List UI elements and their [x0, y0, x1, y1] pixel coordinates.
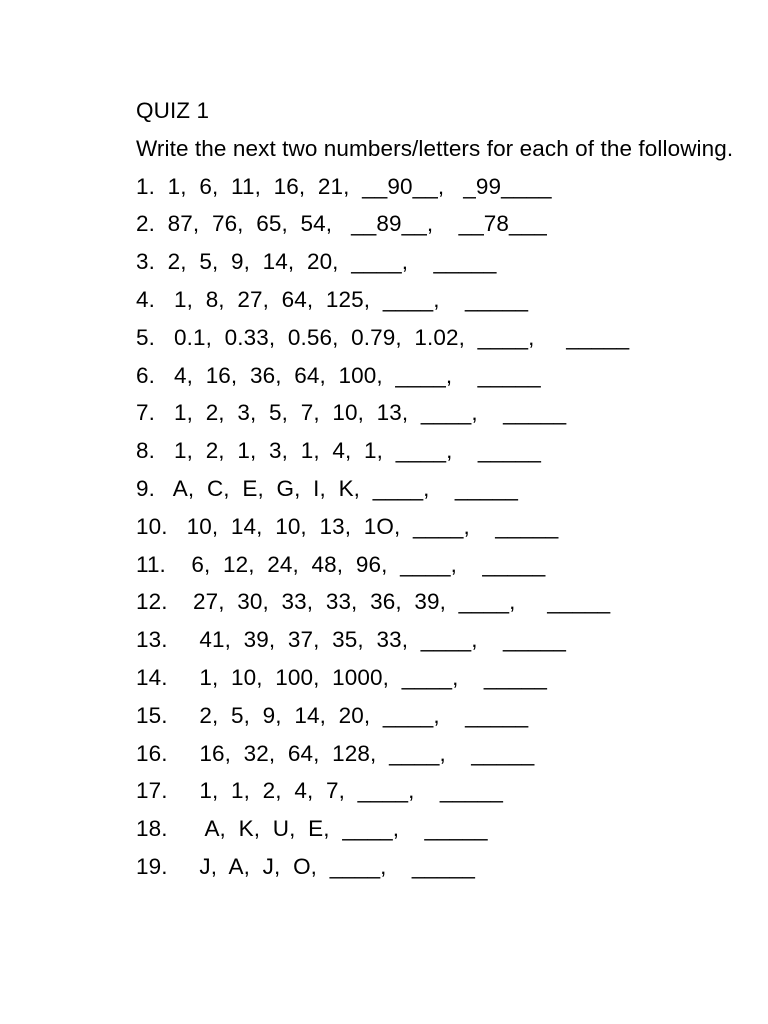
question-number: 1.: [136, 173, 155, 199]
question-sequence: A, C, E, G, I, K, ____, _____: [172, 475, 519, 501]
question-sequence: 6, 12, 24, 48, 96, ____, _____: [191, 551, 546, 577]
question-number: 5.: [136, 324, 155, 350]
question-number: 11.: [136, 551, 166, 577]
question-sequence: 2, 5, 9, 14, 20, ____, _____: [167, 249, 497, 275]
question-row: [136, 659, 736, 697]
question-list: [136, 168, 736, 886]
question-row: [136, 281, 736, 319]
question-number: 8.: [136, 438, 155, 464]
question-sequence: J, A, J, O, ____, _____: [199, 853, 476, 879]
question-row: [136, 432, 736, 470]
question-sequence: 1, 6, 11, 16, 21, __90__, _99____: [167, 173, 552, 199]
question-sequence: 1, 8, 27, 64, 125, ____, _____: [174, 286, 529, 312]
quiz-title: QUIZ 1: [136, 98, 210, 123]
question-number: 17.: [136, 778, 168, 804]
question-sequence: 4, 16, 36, 64, 100, ____, _____: [174, 362, 541, 388]
question-row: [136, 394, 736, 432]
question-number: 2.: [136, 211, 155, 237]
question-row: [136, 772, 736, 810]
question-number: 12.: [136, 589, 168, 615]
question-sequence: 41, 39, 37, 35, 33, ____, _____: [199, 627, 567, 653]
question-sequence: 0.1, 0.33, 0.56, 0.79, 1.02, ____, _____: [174, 324, 630, 350]
question-number: 15.: [136, 702, 168, 728]
question-number: 4.: [136, 286, 155, 312]
question-number: 14.: [136, 664, 168, 690]
question-row: [136, 357, 736, 395]
question-row: [136, 848, 736, 886]
question-sequence: A, K, U, E, ____, _____: [204, 816, 488, 842]
question-row: [136, 470, 736, 508]
question-row: [136, 243, 736, 281]
question-row: [136, 508, 736, 546]
question-number: 9.: [136, 475, 155, 501]
question-row: [136, 546, 736, 584]
question-row: [136, 697, 736, 735]
question-sequence: 27, 30, 33, 33, 36, 39, ____, _____: [192, 589, 611, 615]
question-number: 13.: [136, 627, 168, 653]
question-row: [136, 205, 736, 243]
question-number: 19.: [136, 853, 168, 879]
question-sequence: 2, 5, 9, 14, 20, ____, _____: [199, 702, 529, 728]
question-sequence: 1, 2, 1, 3, 1, 4, 1, ____, _____: [174, 438, 541, 464]
question-number: 7.: [136, 400, 155, 426]
question-row: [136, 168, 736, 206]
question-number: 16.: [136, 740, 168, 766]
question-row: [136, 735, 736, 773]
question-sequence: 16, 32, 64, 128, ____, _____: [199, 740, 535, 766]
question-row: [136, 810, 736, 848]
question-number: 3.: [136, 249, 155, 275]
question-number: 18.: [136, 816, 168, 842]
question-sequence: 87, 76, 65, 54, __89__, __78___: [167, 211, 547, 237]
question-sequence: 1, 2, 3, 5, 7, 10, 13, ____, _____: [174, 400, 567, 426]
question-sequence: 1, 1, 2, 4, 7, ____, _____: [199, 778, 503, 804]
question-number: 10.: [136, 513, 168, 539]
question-row: [136, 583, 736, 621]
quiz-instructions: Write the next two numbers/letters for each of the following.: [136, 135, 734, 161]
question-row: [136, 319, 736, 357]
question-sequence: 1, 10, 100, 1000, ____, _____: [199, 664, 547, 690]
question-row: [136, 621, 736, 659]
question-sequence: 10, 14, 10, 13, 1O, ____, _____: [186, 513, 559, 539]
quiz-document: [136, 92, 736, 886]
question-number: 6.: [136, 362, 155, 388]
